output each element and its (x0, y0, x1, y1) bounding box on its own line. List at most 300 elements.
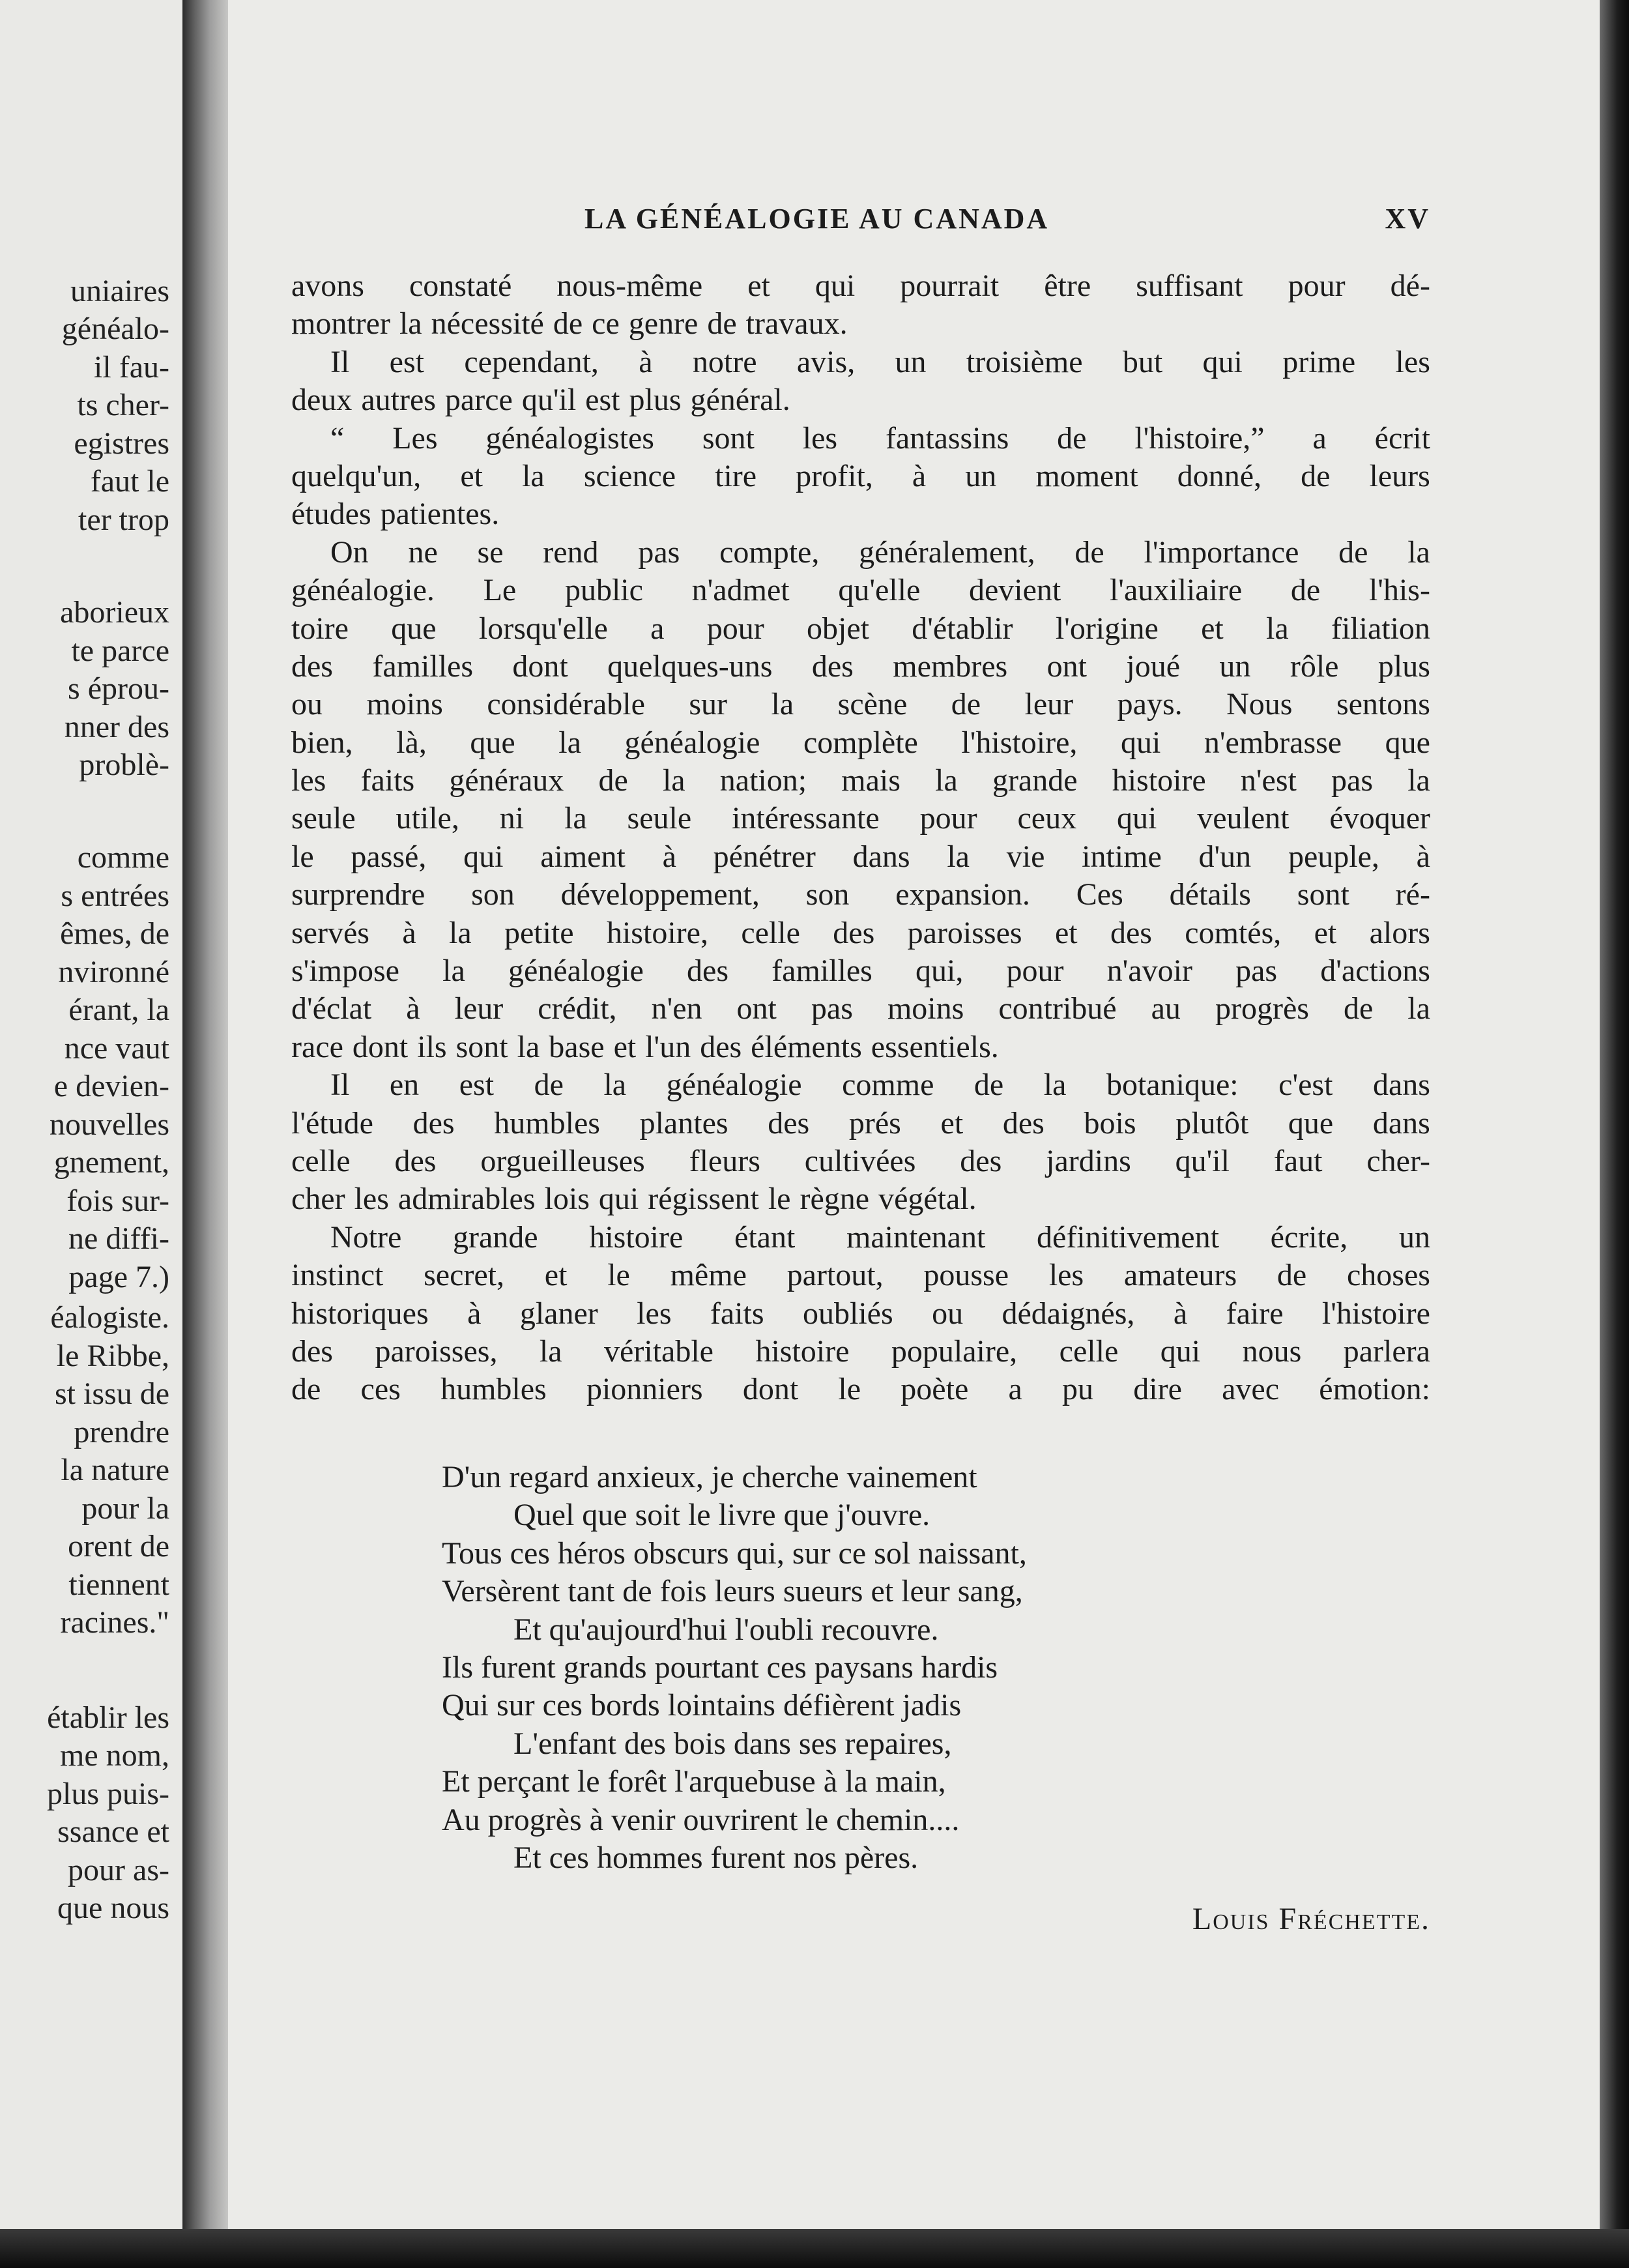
word: les (1395, 344, 1430, 379)
word: étant (734, 1219, 796, 1255)
word: sont (702, 420, 755, 456)
word: avons (291, 269, 364, 303)
word: suffisant (1136, 269, 1243, 303)
body-line (291, 952, 1430, 990)
word: végétal. (878, 1182, 977, 1217)
word: éléments (751, 1029, 862, 1064)
word: la (1266, 611, 1289, 646)
running-title: LA GÉNÉALOGIE AU CANADA (584, 203, 1050, 235)
word: objet (807, 611, 869, 646)
word: pas (1235, 953, 1278, 989)
word: poète (901, 1372, 969, 1407)
word: nation; (719, 763, 807, 798)
word: que (470, 725, 515, 760)
body-line (291, 343, 1430, 381)
word: deux (291, 383, 353, 418)
word: et (1314, 915, 1337, 950)
word: généalogie (666, 1068, 802, 1103)
word: de (707, 306, 737, 342)
word: n'avoir (1106, 953, 1192, 989)
word: mais (841, 763, 901, 798)
word: prime (1282, 344, 1356, 379)
word: a (650, 611, 665, 646)
word: cependant, (464, 344, 599, 379)
previous-page-line: problè- (79, 748, 169, 782)
previous-page-line: te parce (71, 633, 169, 668)
word: l'histoire,” (1134, 420, 1265, 456)
word: la (947, 839, 970, 874)
word: travaux. (745, 306, 848, 342)
word: considérable (487, 687, 645, 722)
word: cultivées (804, 1143, 916, 1178)
word: dont (512, 648, 568, 684)
previous-page-line: éalogiste. (50, 1300, 169, 1335)
word: des (960, 1143, 1002, 1178)
word: de (1290, 573, 1321, 608)
word: public (564, 573, 643, 608)
word: sur (689, 687, 728, 722)
word: patientes. (380, 497, 500, 532)
word: en (389, 1068, 420, 1103)
body-line (291, 876, 1430, 914)
previous-page-line: nce vaut (64, 1031, 169, 1066)
word: généalogie (624, 725, 760, 760)
word: moins (366, 687, 443, 722)
word: toire (291, 611, 349, 646)
word: histoire (589, 1219, 684, 1255)
poem-verse: Et ces hommes furent nos pères. (513, 1840, 919, 1875)
word: botanique: (1106, 1068, 1239, 1103)
body-line (291, 534, 1430, 572)
word: là, (396, 725, 427, 760)
word: ne (408, 534, 438, 570)
body-line (291, 1180, 1430, 1218)
word: dans (852, 839, 910, 874)
word: surprendre (291, 877, 425, 912)
word: cher- (1366, 1143, 1430, 1178)
word: pays. (1117, 687, 1183, 722)
word: Ces (1076, 877, 1123, 912)
word: ce (592, 306, 620, 342)
word: des (700, 1029, 742, 1064)
word: ou (932, 1296, 964, 1331)
word: dire (1133, 1372, 1182, 1407)
previous-page-line: nner des (64, 710, 169, 744)
word: leur (1024, 687, 1074, 722)
word: et (940, 1105, 964, 1141)
word: la (448, 915, 472, 950)
word: fantassins (885, 420, 1009, 456)
word: comme (842, 1068, 934, 1103)
word: maintenant (846, 1219, 986, 1255)
word: plus (629, 383, 682, 418)
word: un (895, 344, 927, 379)
word: bien, (291, 725, 353, 760)
word: a (1008, 1372, 1022, 1407)
word: vie (1006, 839, 1045, 874)
word: sont (455, 1029, 508, 1064)
word: histoire (755, 1333, 850, 1369)
word: la (564, 801, 587, 836)
word: de (1301, 458, 1331, 493)
word: pu (1062, 1372, 1094, 1407)
poem-verse: Tous ces héros obscurs qui, sur ce sol naissant, (442, 1535, 1027, 1571)
word: n'admet (691, 573, 790, 608)
word: avec (1222, 1372, 1280, 1407)
word: joué (1126, 648, 1181, 684)
word: humbles (494, 1105, 600, 1141)
word: un (1398, 1219, 1430, 1255)
word: être (1044, 269, 1091, 303)
previous-page-line: pour la (81, 1491, 169, 1526)
word: celle (291, 1143, 351, 1178)
previous-page-line: ts cher- (77, 388, 169, 422)
word: peuple, (1288, 839, 1379, 874)
word: et (613, 1029, 637, 1064)
word: pousse (923, 1258, 1009, 1293)
word: détails (1169, 877, 1251, 912)
word: généraux (449, 763, 564, 798)
body-line (291, 1371, 1430, 1408)
word: règne (800, 1182, 870, 1217)
word: membres (893, 648, 1008, 684)
word: à (467, 1296, 482, 1331)
body-line (291, 495, 1430, 533)
word: pour (919, 801, 977, 836)
word: général. (690, 383, 790, 418)
word: Notre (330, 1219, 402, 1255)
word: sentons (1336, 687, 1430, 722)
word: les (802, 420, 838, 456)
word: plus (1377, 648, 1430, 684)
word: aiment (540, 839, 626, 874)
word: n'en (651, 991, 702, 1026)
word: la (771, 687, 794, 722)
word: l'un (645, 1029, 691, 1064)
word: dont (352, 1029, 409, 1064)
word: d'éclat (291, 991, 372, 1026)
word: développement, (560, 877, 760, 912)
word: passé, (351, 839, 427, 874)
body-line (291, 914, 1430, 952)
word: ils (417, 1029, 447, 1064)
previous-page-line: la nature (61, 1453, 169, 1487)
word: l'auxiliaire (1109, 573, 1243, 608)
word: crédit, (538, 991, 617, 1026)
word: de (598, 763, 628, 798)
word: de (973, 1068, 1004, 1103)
word: des (1002, 1105, 1045, 1141)
word: que (1385, 725, 1430, 760)
word: et (1201, 611, 1224, 646)
word: à (406, 991, 420, 1026)
word: de (1074, 534, 1104, 570)
word: dédaignés, (1002, 1296, 1135, 1331)
body-line (291, 420, 1430, 458)
previous-page-line: pour as- (68, 1853, 169, 1887)
word: essentiels. (871, 1029, 999, 1064)
word: instinct (291, 1258, 384, 1293)
word: l'histoire, (961, 725, 1078, 760)
word: qui (463, 839, 504, 874)
word: faut (1273, 1143, 1323, 1178)
previous-page-line: e devien- (53, 1069, 169, 1103)
word: la (517, 1029, 540, 1064)
word: généalogie (508, 953, 644, 989)
word: de (534, 1068, 564, 1103)
word: race (291, 1029, 343, 1064)
previous-page-line: érant, la (68, 993, 169, 1027)
word: qui (1120, 725, 1161, 760)
word: à (639, 344, 653, 379)
word: la (935, 763, 958, 798)
word: ceux (1017, 801, 1077, 836)
body-line (291, 990, 1430, 1028)
word: un (965, 458, 997, 493)
word: le (838, 1372, 861, 1407)
word: Il (330, 1068, 350, 1103)
body-line (291, 267, 1430, 305)
word: science (583, 458, 676, 493)
word: pour (1288, 269, 1346, 303)
word: lorsqu'elle (478, 611, 608, 646)
word: est (459, 1068, 495, 1103)
word: à (1416, 839, 1430, 874)
word: quelqu'un, (291, 458, 422, 493)
word: généalogistes (485, 420, 654, 456)
word: les (637, 1296, 672, 1331)
word: profit, (796, 458, 873, 493)
word: la (662, 763, 685, 798)
word: humbles (440, 1372, 547, 1407)
word: des (833, 915, 875, 950)
word: et (544, 1258, 568, 1293)
previous-page-line: egistres (74, 426, 169, 461)
word: même (670, 1258, 747, 1293)
word: partout, (786, 1258, 884, 1293)
previous-page-line: uniaires (70, 274, 169, 308)
previous-page-line: gnement, (53, 1145, 169, 1180)
previous-page-line: tiennent (68, 1567, 169, 1602)
previous-page-line: aborieux (60, 595, 169, 630)
word: amateurs (1123, 1258, 1237, 1293)
word: l'étude (291, 1105, 373, 1141)
word: et (460, 458, 483, 493)
word: à (1173, 1296, 1188, 1331)
word: seule (627, 801, 692, 836)
word: régissent (648, 1182, 759, 1217)
word: nous-même (556, 269, 703, 303)
poem-verse: Ils furent grands pourtant ces paysans hardis (442, 1650, 998, 1685)
body-line (291, 1066, 1430, 1104)
word: complète (803, 725, 918, 760)
word: qui (1202, 344, 1243, 379)
body-line (291, 1219, 1430, 1257)
word: celle (1059, 1333, 1119, 1369)
word: qu'il (1175, 1143, 1230, 1178)
word: émotion: (1319, 1372, 1430, 1407)
word: le (607, 1258, 630, 1293)
word: nous (1242, 1333, 1302, 1369)
word: cher (291, 1182, 345, 1217)
word: généalogie. (291, 573, 435, 608)
word: familles (372, 648, 474, 684)
word: base (549, 1029, 605, 1064)
word: admirables (397, 1182, 536, 1217)
word: devient (968, 573, 1061, 608)
body-line (291, 762, 1430, 800)
word: qui (1116, 801, 1157, 836)
previous-page-line: il fau- (94, 350, 169, 385)
previous-page-line: que nous (57, 1891, 169, 1925)
page-edge-shadow (1600, 0, 1629, 2268)
previous-page-line: st issu de (54, 1376, 169, 1411)
word: avis, (796, 344, 856, 379)
word: sont (1297, 877, 1349, 912)
word: seule (291, 801, 356, 836)
word: pour (1006, 953, 1064, 989)
word: qui, (915, 953, 964, 989)
word: plutôt (1175, 1105, 1249, 1141)
page-bottom-shadow (0, 2229, 1629, 2268)
word: l'histoire (1321, 1296, 1430, 1331)
word: a (1312, 420, 1327, 456)
word: scène (837, 687, 908, 722)
body-line (291, 1295, 1430, 1333)
word: ces (360, 1372, 401, 1407)
word: lois (544, 1182, 590, 1217)
word: à (402, 915, 416, 950)
word: parlera (1343, 1333, 1430, 1369)
poem-verse: Quel que soit le livre que j'ouvre. (513, 1498, 930, 1533)
word: montrer (291, 306, 390, 342)
body-line (291, 305, 1430, 343)
word: l'origine (1055, 611, 1159, 646)
previous-page-line: plus puis- (46, 1777, 169, 1811)
word: et (747, 269, 770, 303)
previous-page-line: page 7.) (68, 1260, 169, 1294)
word: des (811, 648, 854, 684)
previous-page-line: ter trop (78, 502, 169, 537)
word: la (399, 306, 422, 342)
poem-verse: Versèrent tant de fois leurs sueurs et leur sang, (442, 1574, 1023, 1609)
word: pourrait (900, 269, 1000, 303)
word: son (805, 877, 850, 912)
word: histoire, (606, 915, 708, 950)
word: servés (291, 915, 369, 950)
word: secret, (424, 1258, 505, 1293)
word: intime (1082, 839, 1162, 874)
word: Il (330, 344, 350, 379)
poem-verse: Et qu'aujourd'hui l'oubli recouvre. (513, 1612, 939, 1647)
word: pas (811, 991, 853, 1026)
word: populaire, (891, 1333, 1018, 1369)
word: écrite, (1270, 1219, 1348, 1255)
word: d'établir (912, 611, 1013, 646)
word: but (1122, 344, 1163, 379)
word: études (291, 497, 371, 532)
poem-verse: Et perçant le forêt l'arquebuse à la main, (442, 1764, 946, 1799)
word: ont (1046, 648, 1087, 684)
word: filiation (1331, 611, 1430, 646)
word: paroisses (907, 915, 1022, 950)
word: dont (742, 1372, 799, 1407)
word: constaté (409, 269, 512, 303)
word: pionniers (586, 1372, 703, 1407)
word: son (471, 877, 515, 912)
word: parce (444, 383, 513, 418)
word: de (1338, 534, 1368, 570)
word: le (768, 1182, 791, 1217)
word: à (912, 458, 927, 493)
word: expansion. (895, 877, 1030, 912)
word: qui (1160, 1333, 1201, 1369)
body-line (291, 724, 1430, 762)
word: grande (992, 763, 1078, 798)
body-line (291, 800, 1430, 837)
word: dé- (1390, 269, 1430, 303)
previous-page-line: fois sur- (66, 1184, 169, 1218)
word: historiques (291, 1296, 429, 1331)
word: le (291, 839, 314, 874)
word: l'his- (1368, 573, 1430, 608)
previous-page-line: ne diffi- (68, 1221, 169, 1256)
previous-page-line: comme (77, 840, 169, 875)
word: de (1276, 1258, 1307, 1293)
word: au (1151, 991, 1181, 1026)
word: la (442, 953, 465, 989)
word: paroisses, (375, 1333, 498, 1369)
word: prés (848, 1105, 901, 1141)
word: la (1407, 991, 1430, 1026)
word: généralement, (859, 534, 1035, 570)
poem-verse: Au progrès à venir ouvrirent le chemin.... (442, 1802, 960, 1837)
word: compte, (719, 534, 820, 570)
previous-page-line: s entrées (61, 879, 169, 913)
word: la (1407, 763, 1430, 798)
previous-page-line: généalo- (61, 312, 169, 346)
word: tire (715, 458, 757, 493)
previous-page-line: racines." (60, 1605, 169, 1640)
poem-quotation (442, 1459, 1027, 1877)
word: de (291, 1372, 321, 1407)
word: à (662, 839, 676, 874)
word: fleurs (689, 1143, 760, 1178)
word: moment (1035, 458, 1138, 493)
word: troisième (966, 344, 1083, 379)
word: faits (710, 1296, 764, 1331)
word: qu'il (521, 383, 577, 418)
word: n'embrasse (1204, 725, 1342, 760)
word: celle (741, 915, 800, 950)
poem-verse: L'enfant des bois dans ses repaires, (513, 1726, 952, 1761)
word: n'est (1240, 763, 1297, 798)
word: veulent (1197, 801, 1290, 836)
previous-page-line: nouvelles (50, 1107, 169, 1142)
body-text (291, 267, 1430, 1409)
body-line (291, 1142, 1430, 1180)
word: leurs (1369, 458, 1430, 493)
word: de (553, 306, 583, 342)
word: histoire (1112, 763, 1206, 798)
word: est (389, 344, 424, 379)
word: d'actions (1320, 953, 1430, 989)
word: dans (1372, 1068, 1430, 1103)
word: un (1219, 648, 1251, 684)
word: qu'elle (838, 573, 921, 608)
word: comtés, (1185, 915, 1282, 950)
previous-page-line: orent de (68, 1529, 169, 1563)
